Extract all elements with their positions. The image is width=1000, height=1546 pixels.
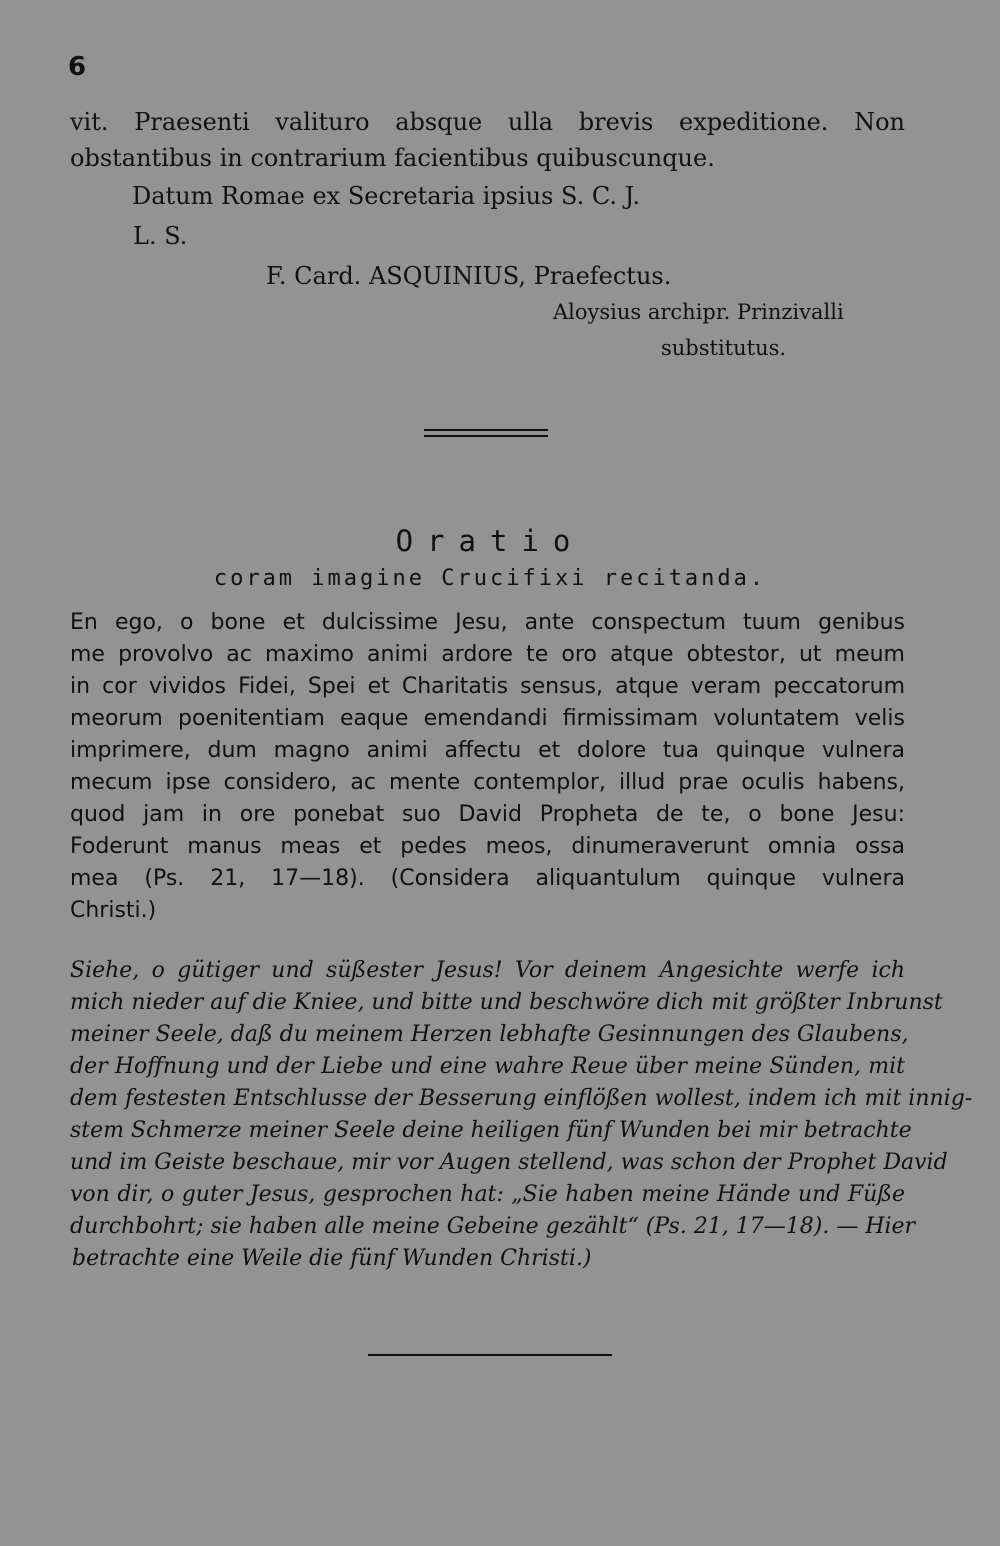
german-line: meiner Seele, daß du meinem Herzen lebhafte Gesinnungen des Glaubens, <box>70 1022 909 1047</box>
latin-line: Foderunt manus meas et pedes meos, dinumeraverunt omnia ossa <box>70 834 905 859</box>
latin-line: me provolvo ac maximo animi ardore te oro atque obtestor, ut meum <box>70 642 905 667</box>
latin-line: quod jam in ore ponebat suo David Propheta de te, o bone Jesu: <box>70 802 905 827</box>
latin-line: in cor vividos Fidei, Spei et Charitatis sensus, atque veram peccatorum <box>70 674 905 699</box>
signature-substitute-title: substitutus. <box>661 336 787 360</box>
divider-rule <box>424 429 548 431</box>
oratio-title: Oratio <box>395 524 585 558</box>
latin-line: En ego, o bone et dulcissime Jesu, ante conspectum tuum genibus <box>70 610 905 635</box>
closing-rule <box>368 1354 612 1356</box>
divider-rule <box>424 435 548 437</box>
latin-line: mecum ipse considero, ac mente contemplor, illud prae oculis habens, <box>70 770 905 795</box>
seal-mark: L. S. <box>133 222 188 250</box>
german-line: betrachte eine Weile die fünf Wunden Christi.) <box>72 1246 592 1271</box>
german-line: Siehe, o gütiger und süßester Jesus! Vor deinem Angesichte werfe ich <box>70 958 905 983</box>
signature-substitute-name: Aloysius archipr. Prinzivalli <box>553 300 844 324</box>
page-number: 6 <box>68 52 87 82</box>
oratio-subtitle: coram imagine Crucifixi recitanda. <box>213 566 767 591</box>
datum-line: Datum Romae ex Secretaria ipsius S. C. J. <box>132 182 641 210</box>
decree-line: vit. Praesenti valituro absque ulla brevis expeditione. Non <box>70 108 905 136</box>
german-line: der Hoffnung und der Liebe und eine wahre Reue über meine Sünden, mit <box>70 1054 905 1079</box>
german-line: durchbohrt; sie haben alle meine Gebeine gezählt“ (Ps. 21, 17—18). — Hier <box>70 1214 916 1239</box>
decree-line: obstantibus in contrarium facientibus quibuscunque. <box>70 144 715 172</box>
german-line: dem festesten Entschlusse der Besserung einflößen wollest, indem ich mit innig- <box>70 1086 973 1111</box>
latin-line: Christi.) <box>70 898 157 923</box>
latin-line: mea (Ps. 21, 17—18). (Considera aliquantulum quinque vulnera <box>70 866 905 891</box>
german-line: von dir, o guter Jesus, gesprochen hat: „Sie haben meine Hände und Füße <box>70 1182 905 1207</box>
signature-prefect: F. Card. ASQUINIUS, Praefectus. <box>266 262 672 290</box>
german-line: mich nieder auf die Kniee, und bitte und beschwöre dich mit größter Inbrunst <box>70 990 943 1015</box>
german-line: und im Geiste beschaue, mir vor Augen stellend, was schon der Prophet David <box>70 1150 948 1175</box>
german-line: stem Schmerze meiner Seele deine heiligen fünf Wunden bei mir betrachte <box>70 1118 912 1143</box>
latin-line: imprimere, dum magno animi affectu et dolore tua quinque vulnera <box>70 738 905 763</box>
latin-line: meorum poenitentiam eaque emendandi firmissimam voluntatem velis <box>70 706 905 731</box>
